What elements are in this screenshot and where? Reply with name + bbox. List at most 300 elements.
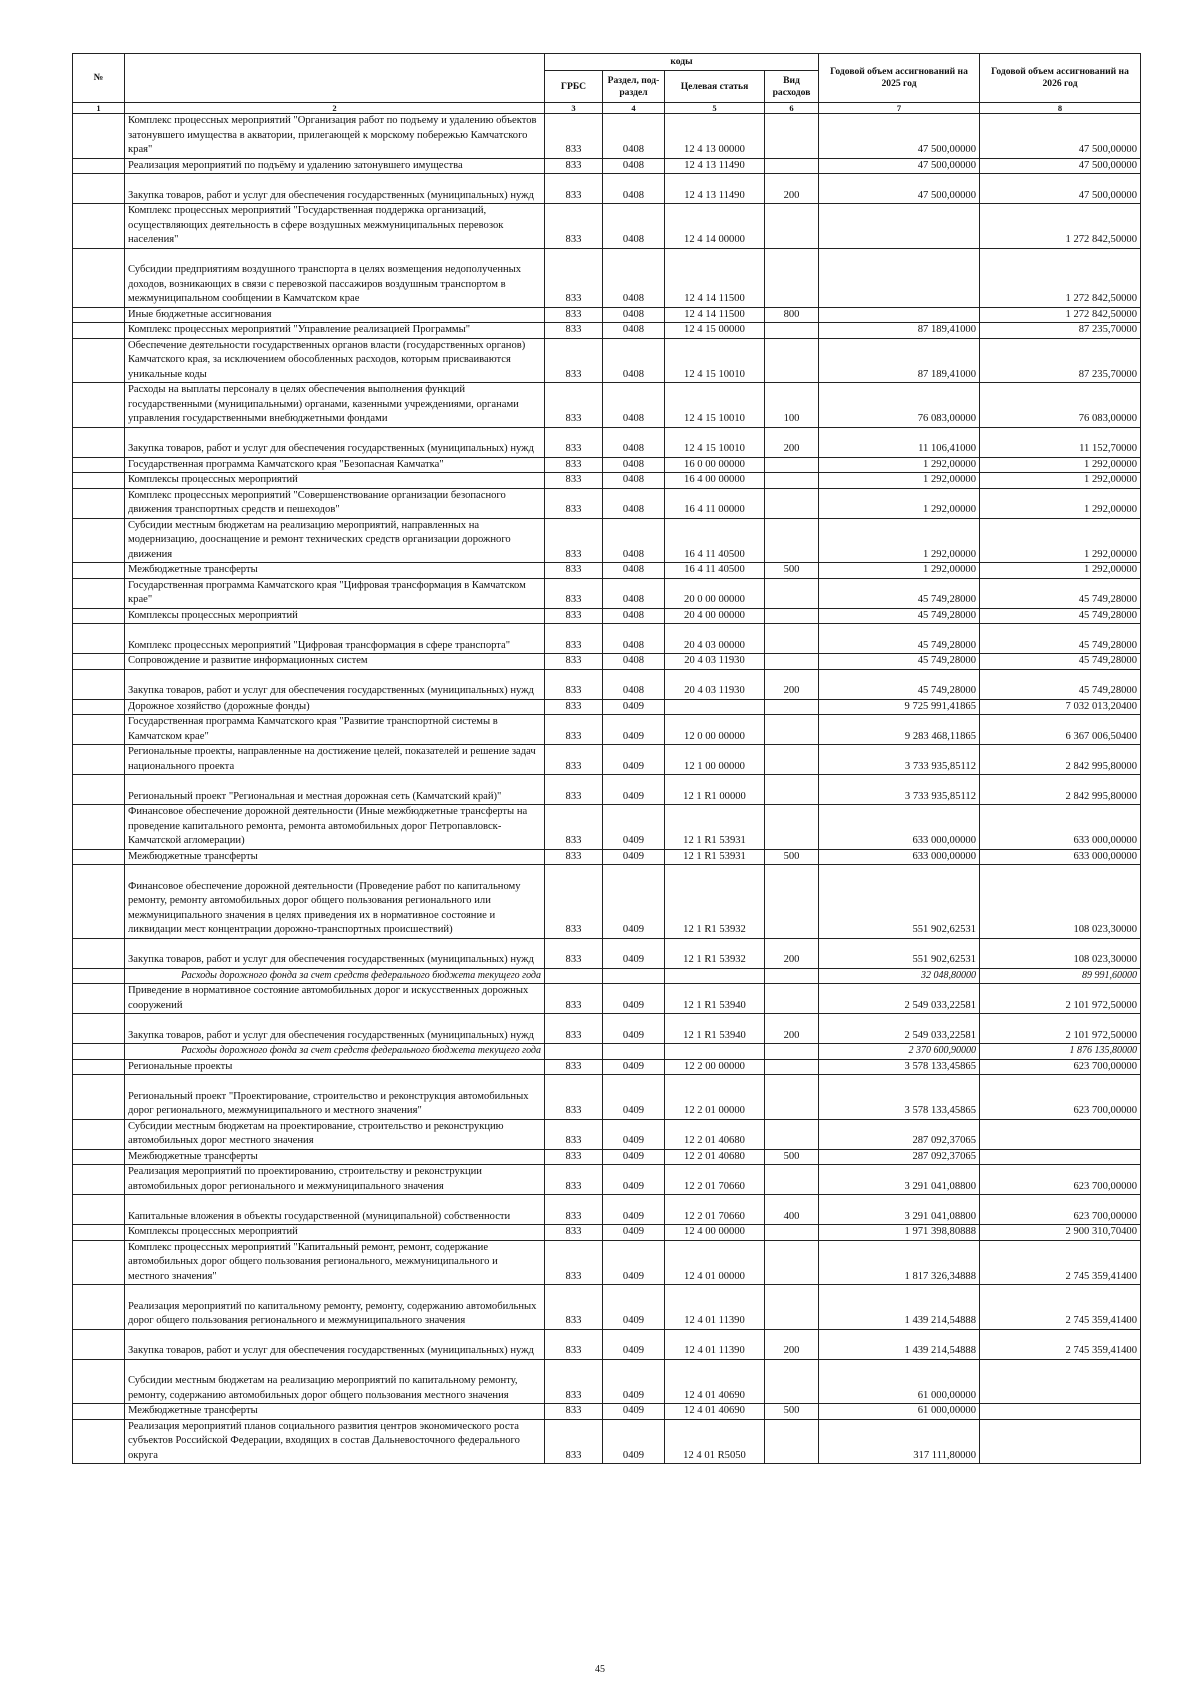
cell-name: Реализация мероприятий планов социального развития центров экономического роста субъектов Российской Федерации, входящих в состав Дальневосточного федерального округа bbox=[125, 1419, 545, 1464]
cell-name: Закупка товаров, работ и услуг для обеспечения государственных (муниципальных) нужд bbox=[125, 427, 545, 457]
cell-no bbox=[73, 1075, 125, 1120]
column-number: 8 bbox=[980, 103, 1141, 114]
cell-target: 12 4 01 40690 bbox=[665, 1404, 765, 1420]
cell-2026 bbox=[980, 1119, 1141, 1149]
table-row bbox=[73, 775, 1141, 805]
cell-2025: 1 292,00000 bbox=[819, 488, 980, 518]
cell-2026: 45 749,28000 bbox=[980, 669, 1141, 699]
cell-grbs: 833 bbox=[545, 805, 603, 850]
cell-no bbox=[73, 114, 125, 159]
cell-2025: 551 902,62531 bbox=[819, 865, 980, 939]
cell-2026: 7 032 013,20400 bbox=[980, 699, 1141, 715]
cell-2026 bbox=[980, 1419, 1141, 1464]
cell-2026: 1 292,00000 bbox=[980, 457, 1141, 473]
cell-2026: 87 235,70000 bbox=[980, 323, 1141, 339]
cell-2025: 87 189,41000 bbox=[819, 323, 980, 339]
cell-name: Расходы дорожного фонда за счет средств федерального бюджета текущего года bbox=[125, 1044, 545, 1060]
cell-no bbox=[73, 1225, 125, 1241]
cell-type bbox=[765, 323, 819, 339]
cell-target: 12 4 14 00000 bbox=[665, 204, 765, 249]
cell-2026: 2 900 310,70400 bbox=[980, 1225, 1141, 1241]
cell-name: Расходы дорожного фонда за счет средств федерального бюджета текущего года bbox=[125, 968, 545, 984]
table-row bbox=[73, 563, 1141, 579]
cell-name: Закупка товаров, работ и услуг для обеспечения государственных (муниципальных) нужд bbox=[125, 669, 545, 699]
cell-section: 0409 bbox=[603, 849, 665, 865]
cell-section: 0409 bbox=[603, 1419, 665, 1464]
cell-2025: 45 749,28000 bbox=[819, 654, 980, 670]
cell-target: 12 1 00 00000 bbox=[665, 745, 765, 775]
cell-2026: 108 023,30000 bbox=[980, 938, 1141, 968]
cell-no bbox=[73, 849, 125, 865]
cell-target: 20 4 00 00000 bbox=[665, 608, 765, 624]
cell-target: 20 4 03 00000 bbox=[665, 624, 765, 654]
cell-target: 12 4 01 40690 bbox=[665, 1359, 765, 1404]
cell-section: 0408 bbox=[603, 563, 665, 579]
cell-section: 0409 bbox=[603, 865, 665, 939]
cell-type bbox=[765, 1240, 819, 1285]
cell-2026: 1 292,00000 bbox=[980, 518, 1141, 563]
cell-grbs: 833 bbox=[545, 1149, 603, 1165]
cell-type bbox=[765, 654, 819, 670]
cell-2025 bbox=[819, 204, 980, 249]
cell-section: 0408 bbox=[603, 488, 665, 518]
cell-name: Приведение в нормативное состояние автомобильных дорог и искусственных дорожных сооружений bbox=[125, 984, 545, 1014]
cell-no bbox=[73, 488, 125, 518]
cell-name: Субсидии местным бюджетам на реализацию мероприятий, направленных на модернизацию, дооснащение и ремонт технических средств организации дорожного движения bbox=[125, 518, 545, 563]
cell-section: 0408 bbox=[603, 338, 665, 383]
cell-name: Реализация мероприятий по проектированию, строительству и реконструкции автомобильных дорог регионального и межмуниципального значения bbox=[125, 1165, 545, 1195]
cell-type: 400 bbox=[765, 1195, 819, 1225]
table-row bbox=[73, 1404, 1141, 1420]
cell-2025: 1 439 214,54888 bbox=[819, 1329, 980, 1359]
cell-section: 0408 bbox=[603, 307, 665, 323]
cell-no bbox=[73, 427, 125, 457]
cell-2025: 633 000,00000 bbox=[819, 805, 980, 850]
cell-section: 0408 bbox=[603, 654, 665, 670]
cell-section: 0408 bbox=[603, 158, 665, 174]
cell-section: 0408 bbox=[603, 174, 665, 204]
cell-name: Закупка товаров, работ и услуг для обеспечения государственных (муниципальных) нужд bbox=[125, 1329, 545, 1359]
cell-type: 200 bbox=[765, 1014, 819, 1044]
cell-section: 0408 bbox=[603, 624, 665, 654]
cell-target: 12 1 R1 00000 bbox=[665, 775, 765, 805]
table-row bbox=[73, 1149, 1141, 1165]
cell-target: 12 4 01 R5050 bbox=[665, 1419, 765, 1464]
table-row bbox=[73, 715, 1141, 745]
cell-name: Государственная программа Камчатского края "Развитие транспортной системы в Камчатском крае" bbox=[125, 715, 545, 745]
cell-2026: 1 272 842,50000 bbox=[980, 248, 1141, 307]
cell-no bbox=[73, 563, 125, 579]
cell-2025: 1 439 214,54888 bbox=[819, 1285, 980, 1330]
cell-grbs: 833 bbox=[545, 865, 603, 939]
table-row bbox=[73, 158, 1141, 174]
cell-name: Межбюджетные трансферты bbox=[125, 849, 545, 865]
cell-no bbox=[73, 1404, 125, 1420]
cell-grbs: 833 bbox=[545, 1059, 603, 1075]
cell-target: 12 4 15 10010 bbox=[665, 383, 765, 428]
cell-section: 0408 bbox=[603, 248, 665, 307]
cell-type: 200 bbox=[765, 938, 819, 968]
cell-section: 0409 bbox=[603, 1165, 665, 1195]
cell-target: 12 4 13 00000 bbox=[665, 114, 765, 159]
table-row bbox=[73, 745, 1141, 775]
cell-target bbox=[665, 1044, 765, 1060]
cell-name: Субсидии предприятиям воздушного транспорта в целях возмещения недополученных доходов, возникающих в связи с перевозкой пассажиров воздушным транспортом в межмуниципальном сообщении в Камчатском крае bbox=[125, 248, 545, 307]
table-row bbox=[73, 984, 1141, 1014]
table-row bbox=[73, 248, 1141, 307]
cell-name: Закупка товаров, работ и услуг для обеспечения государственных (муниципальных) нужд bbox=[125, 174, 545, 204]
cell-2026: 2 745 359,41400 bbox=[980, 1240, 1141, 1285]
cell-target: 16 4 11 40500 bbox=[665, 563, 765, 579]
cell-2026 bbox=[980, 1404, 1141, 1420]
cell-grbs: 833 bbox=[545, 1240, 603, 1285]
cell-2025: 3 733 935,85112 bbox=[819, 745, 980, 775]
cell-name: Государственная программа Камчатского края "Безопасная Камчатка" bbox=[125, 457, 545, 473]
cell-type bbox=[765, 114, 819, 159]
table-row bbox=[73, 1195, 1141, 1225]
cell-no bbox=[73, 1359, 125, 1404]
cell-section: 0409 bbox=[603, 1119, 665, 1149]
cell-2025: 32 048,80000 bbox=[819, 968, 980, 984]
cell-2025: 1 292,00000 bbox=[819, 457, 980, 473]
cell-type bbox=[765, 1059, 819, 1075]
column-number: 6 bbox=[765, 103, 819, 114]
cell-section: 0409 bbox=[603, 775, 665, 805]
cell-grbs: 833 bbox=[545, 427, 603, 457]
cell-2026: 47 500,00000 bbox=[980, 174, 1141, 204]
cell-type bbox=[765, 1359, 819, 1404]
cell-name: Межбюджетные трансферты bbox=[125, 1404, 545, 1420]
cell-section: 0409 bbox=[603, 1059, 665, 1075]
cell-no bbox=[73, 457, 125, 473]
table-row bbox=[73, 457, 1141, 473]
table-row bbox=[73, 1044, 1141, 1060]
cell-target: 12 4 01 11390 bbox=[665, 1285, 765, 1330]
cell-grbs: 833 bbox=[545, 745, 603, 775]
cell-type bbox=[765, 1165, 819, 1195]
table-row bbox=[73, 938, 1141, 968]
cell-type bbox=[765, 865, 819, 939]
cell-2026: 1 292,00000 bbox=[980, 473, 1141, 489]
cell-section: 0408 bbox=[603, 383, 665, 428]
cell-2026: 623 700,00000 bbox=[980, 1075, 1141, 1120]
cell-section: 0409 bbox=[603, 1225, 665, 1241]
cell-no bbox=[73, 307, 125, 323]
cell-type: 500 bbox=[765, 1149, 819, 1165]
cell-grbs: 833 bbox=[545, 775, 603, 805]
cell-name: Закупка товаров, работ и услуг для обеспечения государственных (муниципальных) нужд bbox=[125, 1014, 545, 1044]
cell-name: Комплекс процессных мероприятий "Совершенствование организации безопасного движения транспортных средств и пешеходов" bbox=[125, 488, 545, 518]
cell-2026 bbox=[980, 1359, 1141, 1404]
table-row bbox=[73, 669, 1141, 699]
cell-no bbox=[73, 204, 125, 249]
cell-grbs: 833 bbox=[545, 699, 603, 715]
cell-section: 0408 bbox=[603, 608, 665, 624]
cell-no bbox=[73, 158, 125, 174]
cell-section: 0409 bbox=[603, 1285, 665, 1330]
budget-table bbox=[72, 53, 1141, 1464]
column-number: 1 bbox=[73, 103, 125, 114]
cell-section: 0408 bbox=[603, 427, 665, 457]
cell-no bbox=[73, 1285, 125, 1330]
cell-2025: 45 749,28000 bbox=[819, 578, 980, 608]
cell-2025: 317 111,80000 bbox=[819, 1419, 980, 1464]
cell-section: 0409 bbox=[603, 938, 665, 968]
table-row bbox=[73, 488, 1141, 518]
table-row bbox=[73, 323, 1141, 339]
cell-type bbox=[765, 473, 819, 489]
cell-no bbox=[73, 1165, 125, 1195]
cell-grbs: 833 bbox=[545, 174, 603, 204]
cell-2025: 1 292,00000 bbox=[819, 473, 980, 489]
cell-2026: 1 272 842,50000 bbox=[980, 307, 1141, 323]
cell-2025: 9 283 468,11865 bbox=[819, 715, 980, 745]
cell-grbs: 833 bbox=[545, 1195, 603, 1225]
cell-name: Комплекс процессных мероприятий "Организация работ по подъему и удалению объектов затонувшего имущества в акватории, прилегающей к морскому побережью Камчатского края" bbox=[125, 114, 545, 159]
cell-type bbox=[765, 745, 819, 775]
cell-name: Региональные проекты, направленные на достижение целей, показателей и решение задач национального проекта bbox=[125, 745, 545, 775]
cell-target: 12 4 13 11490 bbox=[665, 174, 765, 204]
cell-target: 12 2 01 00000 bbox=[665, 1075, 765, 1120]
cell-no bbox=[73, 608, 125, 624]
cell-grbs bbox=[545, 1044, 603, 1060]
cell-no bbox=[73, 1119, 125, 1149]
cell-type bbox=[765, 1419, 819, 1464]
cell-target: 20 0 00 00000 bbox=[665, 578, 765, 608]
cell-2025: 9 725 991,41865 bbox=[819, 699, 980, 715]
cell-type: 200 bbox=[765, 1329, 819, 1359]
cell-no bbox=[73, 323, 125, 339]
cell-no bbox=[73, 715, 125, 745]
cell-grbs: 833 bbox=[545, 938, 603, 968]
cell-2026: 2 842 995,80000 bbox=[980, 745, 1141, 775]
cell-target: 12 2 00 00000 bbox=[665, 1059, 765, 1075]
cell-section: 0409 bbox=[603, 1240, 665, 1285]
cell-section: 0409 bbox=[603, 1329, 665, 1359]
column-number: 3 bbox=[545, 103, 603, 114]
cell-2025: 11 106,41000 bbox=[819, 427, 980, 457]
table-row bbox=[73, 1014, 1141, 1044]
cell-no bbox=[73, 338, 125, 383]
header-section: Раздел, под-раздел bbox=[603, 71, 665, 103]
cell-2025: 45 749,28000 bbox=[819, 669, 980, 699]
cell-target: 12 2 01 40680 bbox=[665, 1119, 765, 1149]
header-grbs: ГРБС bbox=[545, 71, 603, 103]
cell-type bbox=[765, 984, 819, 1014]
cell-section: 0408 bbox=[603, 518, 665, 563]
cell-grbs: 833 bbox=[545, 323, 603, 339]
cell-section: 0409 bbox=[603, 1014, 665, 1044]
cell-name: Государственная программа Камчатского края "Цифровая трансформация в Камчатском крае" bbox=[125, 578, 545, 608]
cell-name: Сопровождение и развитие информационных систем bbox=[125, 654, 545, 670]
cell-2026: 45 749,28000 bbox=[980, 578, 1141, 608]
cell-type: 800 bbox=[765, 307, 819, 323]
cell-grbs: 833 bbox=[545, 608, 603, 624]
cell-name: Субсидии местным бюджетам на реализацию мероприятий по капитальному ремонту, ремонту, содержанию автомобильных дорог общего пользования местного значения bbox=[125, 1359, 545, 1404]
cell-grbs: 833 bbox=[545, 1404, 603, 1420]
cell-type bbox=[765, 1075, 819, 1120]
cell-type bbox=[765, 158, 819, 174]
cell-grbs: 833 bbox=[545, 1419, 603, 1464]
cell-no bbox=[73, 745, 125, 775]
header-2025: Годовой объем ассигнований на 2025 год bbox=[819, 54, 980, 103]
cell-section: 0408 bbox=[603, 204, 665, 249]
cell-section: 0409 bbox=[603, 1404, 665, 1420]
cell-target: 12 4 01 11390 bbox=[665, 1329, 765, 1359]
cell-section: 0409 bbox=[603, 699, 665, 715]
cell-no bbox=[73, 805, 125, 850]
cell-target: 12 4 15 00000 bbox=[665, 323, 765, 339]
cell-no bbox=[73, 1014, 125, 1044]
cell-name: Реализация мероприятий по капитальному ремонту, ремонту, содержанию автомобильных дорог общего пользования регионального и межмуниципального значения bbox=[125, 1285, 545, 1330]
cell-type: 200 bbox=[765, 427, 819, 457]
cell-target: 12 2 01 70660 bbox=[665, 1165, 765, 1195]
cell-name: Комплекс процессных мероприятий "Капитальный ремонт, ремонт, содержание автомобильных дорог общего пользования регионального, межмуниципального и местного значения" bbox=[125, 1240, 545, 1285]
cell-no bbox=[73, 1059, 125, 1075]
cell-no bbox=[73, 1149, 125, 1165]
cell-2025: 287 092,37065 bbox=[819, 1119, 980, 1149]
table-row bbox=[73, 865, 1141, 939]
table-row bbox=[73, 699, 1141, 715]
cell-2025: 3 578 133,45865 bbox=[819, 1075, 980, 1120]
header-name bbox=[125, 54, 545, 103]
cell-name: Реализация мероприятий по подъёму и удалению затонувшего имущества bbox=[125, 158, 545, 174]
cell-section: 0409 bbox=[603, 984, 665, 1014]
cell-name: Комплексы процессных мероприятий bbox=[125, 473, 545, 489]
cell-section bbox=[603, 968, 665, 984]
cell-target: 20 4 03 11930 bbox=[665, 654, 765, 670]
column-number: 5 bbox=[665, 103, 765, 114]
cell-2025: 47 500,00000 bbox=[819, 158, 980, 174]
cell-2025: 61 000,00000 bbox=[819, 1359, 980, 1404]
table-row bbox=[73, 805, 1141, 850]
cell-section: 0409 bbox=[603, 715, 665, 745]
cell-2025: 3 578 133,45865 bbox=[819, 1059, 980, 1075]
table-row bbox=[73, 204, 1141, 249]
cell-no bbox=[73, 473, 125, 489]
cell-target: 12 4 14 11500 bbox=[665, 307, 765, 323]
cell-grbs: 833 bbox=[545, 578, 603, 608]
cell-target: 12 4 14 11500 bbox=[665, 248, 765, 307]
cell-type bbox=[765, 338, 819, 383]
cell-section: 0409 bbox=[603, 1149, 665, 1165]
table-row bbox=[73, 1225, 1141, 1241]
cell-section: 0409 bbox=[603, 745, 665, 775]
table-row bbox=[73, 1240, 1141, 1285]
cell-target: 20 4 03 11930 bbox=[665, 669, 765, 699]
table-row bbox=[73, 1329, 1141, 1359]
cell-type bbox=[765, 204, 819, 249]
cell-2025: 287 092,37065 bbox=[819, 1149, 980, 1165]
cell-grbs: 833 bbox=[545, 158, 603, 174]
table-row bbox=[73, 114, 1141, 159]
cell-name: Капитальные вложения в объекты государственной (муниципальной) собственности bbox=[125, 1195, 545, 1225]
table-row bbox=[73, 473, 1141, 489]
cell-name: Субсидии местным бюджетам на проектирование, строительство и реконструкцию автомобильных дорог местного значения bbox=[125, 1119, 545, 1149]
cell-no bbox=[73, 248, 125, 307]
cell-2025: 2 370 600,90000 bbox=[819, 1044, 980, 1060]
cell-no bbox=[73, 1329, 125, 1359]
cell-type bbox=[765, 968, 819, 984]
header-codes: коды bbox=[545, 54, 819, 71]
cell-grbs: 833 bbox=[545, 654, 603, 670]
cell-no bbox=[73, 1044, 125, 1060]
cell-name: Расходы на выплаты персоналу в целях обеспечения выполнения функций государственными (муниципальными) органами, казенными учреждениями, органами управления государственными внебюджетными фондами bbox=[125, 383, 545, 428]
cell-name: Комплекс процессных мероприятий "Управление реализацией Программы" bbox=[125, 323, 545, 339]
cell-grbs: 833 bbox=[545, 518, 603, 563]
cell-2025: 633 000,00000 bbox=[819, 849, 980, 865]
cell-grbs: 833 bbox=[545, 383, 603, 428]
table-row bbox=[73, 307, 1141, 323]
cell-grbs: 833 bbox=[545, 1165, 603, 1195]
cell-2025: 76 083,00000 bbox=[819, 383, 980, 428]
cell-type bbox=[765, 1285, 819, 1330]
cell-2025: 2 549 033,22581 bbox=[819, 1014, 980, 1044]
cell-2025: 45 749,28000 bbox=[819, 624, 980, 654]
table-row bbox=[73, 578, 1141, 608]
cell-grbs: 833 bbox=[545, 473, 603, 489]
cell-2026: 45 749,28000 bbox=[980, 608, 1141, 624]
cell-2026: 45 749,28000 bbox=[980, 654, 1141, 670]
cell-no bbox=[73, 624, 125, 654]
cell-2025: 45 749,28000 bbox=[819, 608, 980, 624]
cell-type bbox=[765, 578, 819, 608]
cell-grbs: 833 bbox=[545, 457, 603, 473]
cell-name: Закупка товаров, работ и услуг для обеспечения государственных (муниципальных) нужд bbox=[125, 938, 545, 968]
cell-no bbox=[73, 578, 125, 608]
cell-2026: 1 876 135,80000 bbox=[980, 1044, 1141, 1060]
column-number: 7 bbox=[819, 103, 980, 114]
cell-target: 16 4 11 00000 bbox=[665, 488, 765, 518]
header-no: № bbox=[73, 54, 125, 103]
cell-2026 bbox=[980, 1149, 1141, 1165]
cell-target: 12 1 R1 53931 bbox=[665, 805, 765, 850]
cell-grbs: 833 bbox=[545, 1359, 603, 1404]
cell-2025: 551 902,62531 bbox=[819, 938, 980, 968]
cell-2026: 2 101 972,50000 bbox=[980, 1014, 1141, 1044]
cell-2026: 47 500,00000 bbox=[980, 114, 1141, 159]
cell-2025: 3 733 935,85112 bbox=[819, 775, 980, 805]
cell-2025 bbox=[819, 248, 980, 307]
cell-target: 12 4 15 10010 bbox=[665, 338, 765, 383]
cell-target bbox=[665, 968, 765, 984]
cell-2026: 2 745 359,41400 bbox=[980, 1285, 1141, 1330]
cell-name: Региональные проекты bbox=[125, 1059, 545, 1075]
cell-no bbox=[73, 775, 125, 805]
cell-target: 16 0 00 00000 bbox=[665, 457, 765, 473]
cell-name: Дорожное хозяйство (дорожные фонды) bbox=[125, 699, 545, 715]
cell-section: 0409 bbox=[603, 1075, 665, 1120]
cell-type bbox=[765, 775, 819, 805]
cell-name: Комплекс процессных мероприятий "Государственная поддержка организаций, осуществляющих деятельность в сфере воздушных межмуниципальных перевозок населения" bbox=[125, 204, 545, 249]
table-row bbox=[73, 1419, 1141, 1464]
cell-target: 12 1 R1 53931 bbox=[665, 849, 765, 865]
cell-no bbox=[73, 669, 125, 699]
cell-grbs: 833 bbox=[545, 248, 603, 307]
cell-name: Иные бюджетные ассигнования bbox=[125, 307, 545, 323]
cell-name: Комплексы процессных мероприятий bbox=[125, 1225, 545, 1241]
cell-section: 0408 bbox=[603, 473, 665, 489]
cell-grbs: 833 bbox=[545, 669, 603, 699]
cell-2026: 45 749,28000 bbox=[980, 624, 1141, 654]
cell-no bbox=[73, 174, 125, 204]
header-type: Вид расходов bbox=[765, 71, 819, 103]
cell-target bbox=[665, 699, 765, 715]
cell-grbs: 833 bbox=[545, 114, 603, 159]
cell-2026: 2 745 359,41400 bbox=[980, 1329, 1141, 1359]
cell-grbs: 833 bbox=[545, 1329, 603, 1359]
cell-name: Обеспечение деятельности государственных органов власти (государственных органов) Камчатского края, за исключением обособленных расходов, которым присваиваются уникальные коды bbox=[125, 338, 545, 383]
